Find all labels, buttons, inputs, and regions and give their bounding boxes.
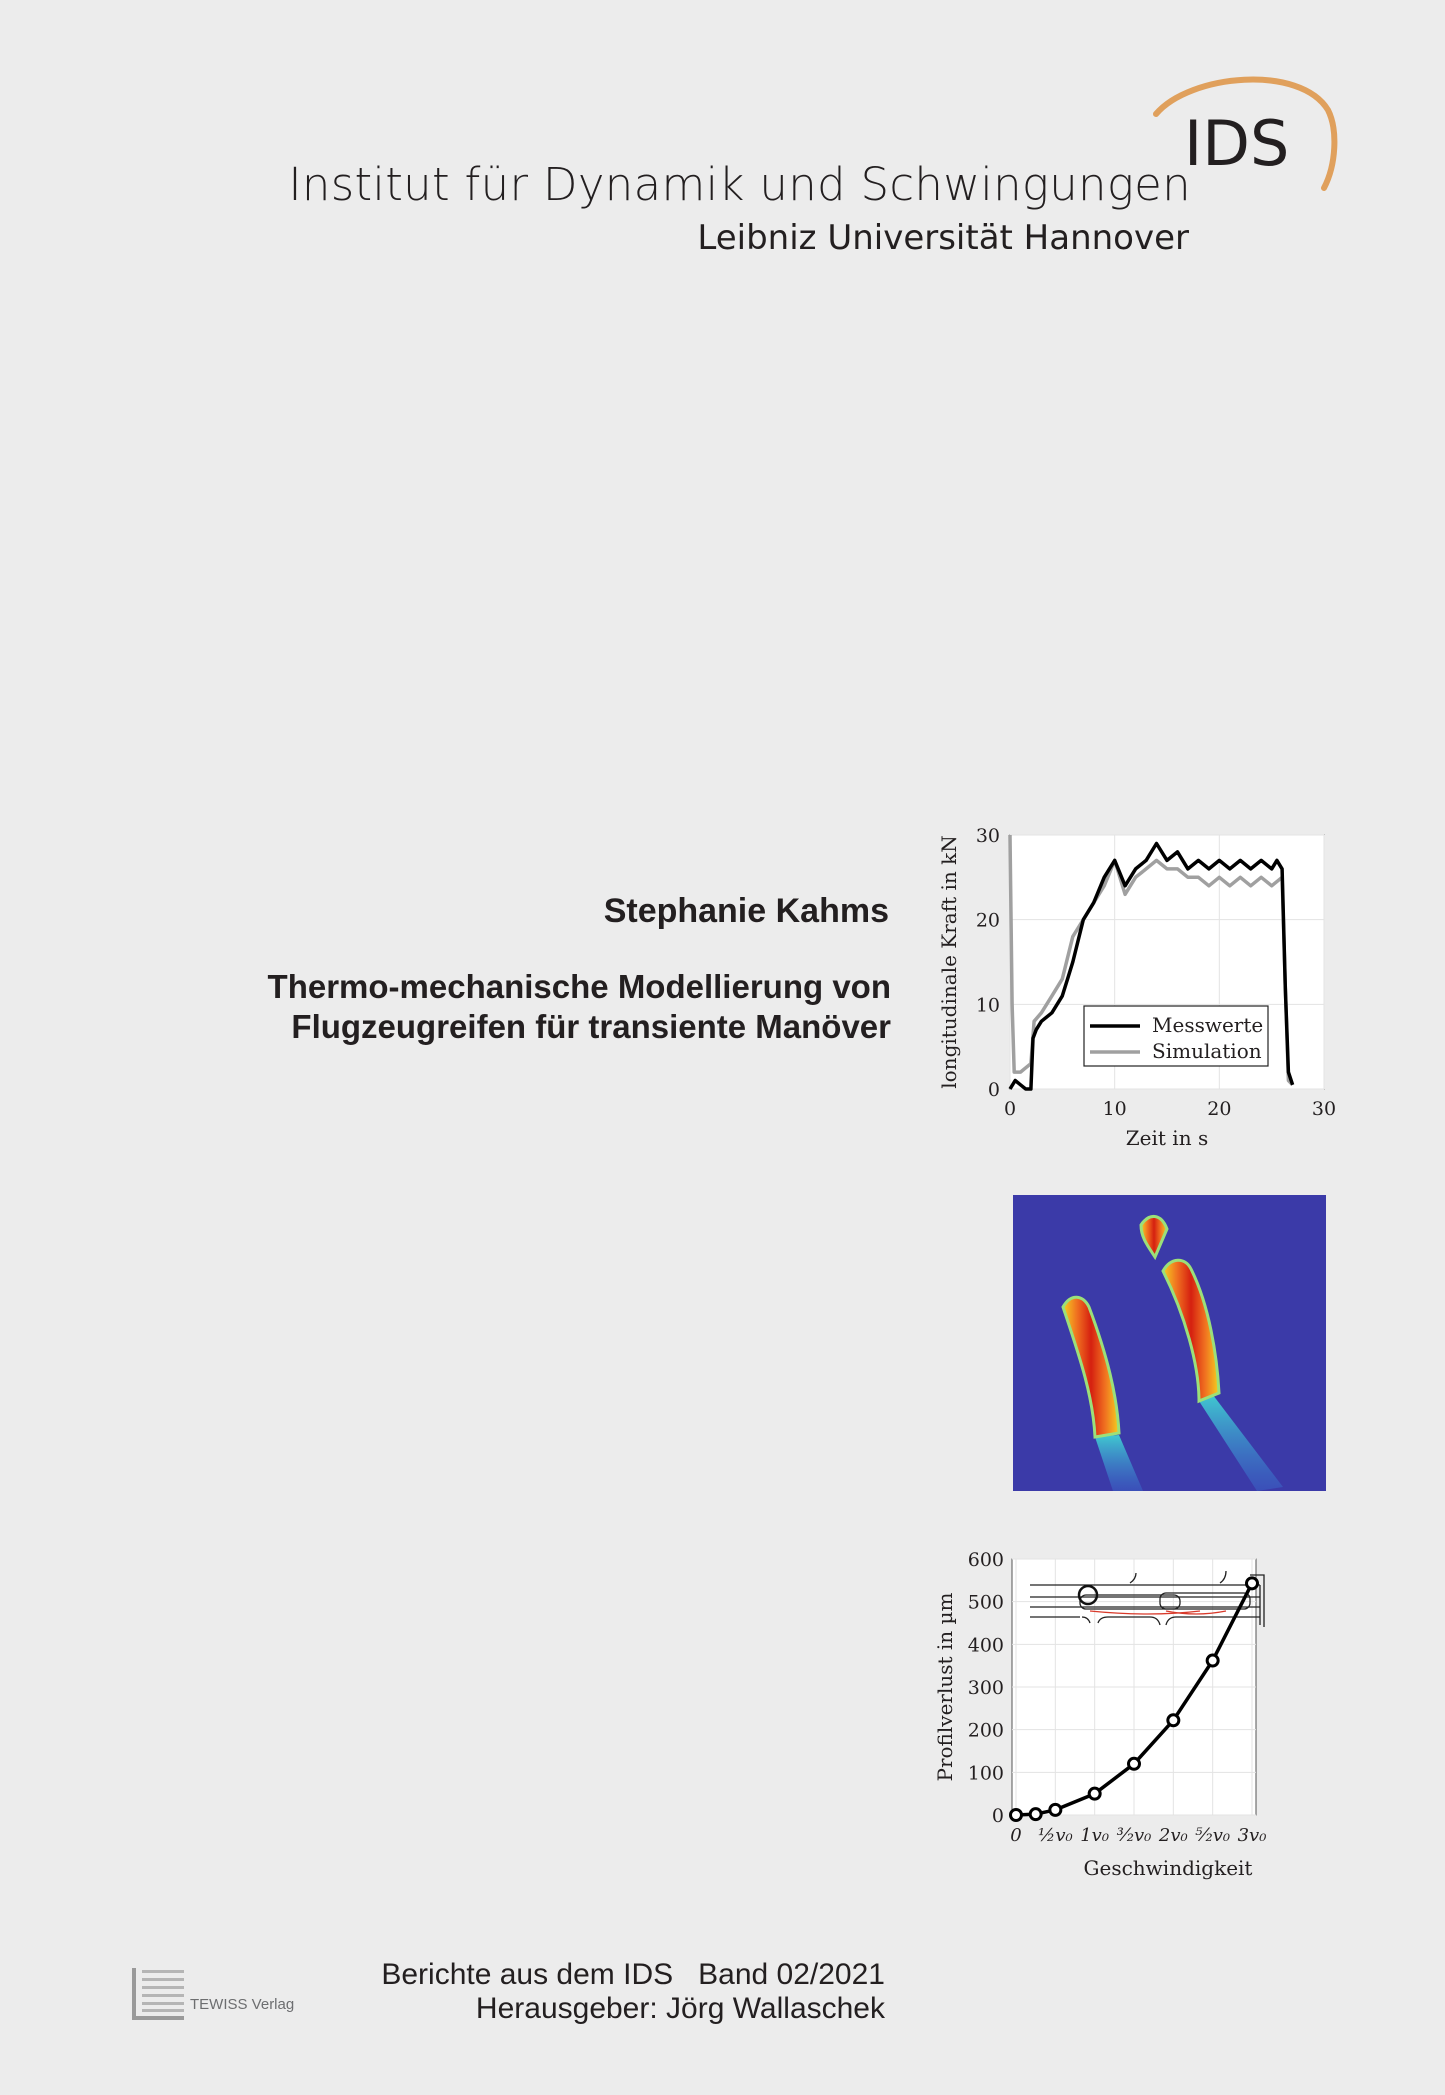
wear-point-7: [1247, 1578, 1258, 1589]
force-ylabel: longitudinale Kraft in kN: [937, 835, 961, 1089]
tewiss-logo: [130, 1966, 186, 2022]
wear-point-2: [1050, 1804, 1061, 1815]
xtick-label-1: 10: [1102, 1098, 1127, 1120]
ytick-label-3: 300: [967, 1677, 1004, 1699]
thermal-tire-image: [1013, 1195, 1326, 1491]
xtick-label-0: 0: [1010, 1825, 1022, 1846]
xtick-label-4: 2v₀: [1158, 1825, 1188, 1846]
force-xlabel: Zeit in s: [1125, 1126, 1209, 1150]
editor: Herausgeber: Jörg Wallaschek: [475, 1992, 885, 2025]
wear-point-4: [1129, 1758, 1140, 1769]
xtick-label-1: ½v₀: [1037, 1825, 1073, 1846]
ytick-label-0: 0: [991, 1805, 1004, 1827]
ytick-label-2: 20: [975, 909, 1000, 932]
wear-point-5: [1168, 1715, 1179, 1726]
author-name: Stephanie Kahms: [603, 892, 889, 930]
ytick-label-2: 200: [967, 1719, 1004, 1742]
wear-point-1: [1030, 1809, 1041, 1820]
ytick-label-1: 10: [975, 994, 1000, 1017]
xtick-label-6: 3v₀: [1237, 1825, 1267, 1846]
ytick-label-6: 600: [967, 1549, 1004, 1571]
ytick-label-4: 400: [967, 1634, 1004, 1657]
ytick-label-3: 30: [975, 825, 1000, 847]
xtick-label-3: ³⁄₂v₀: [1116, 1825, 1152, 1846]
wear-ylabel: Profilverlust in µm: [933, 1592, 957, 1782]
force-chart: [930, 820, 1350, 1160]
ytick-label-0: 0: [987, 1079, 1000, 1101]
xtick-label-2: 1v₀: [1080, 1825, 1110, 1846]
legend-label-messwerte: Messwerte: [1152, 1013, 1264, 1037]
wear-chart: [930, 1545, 1350, 1890]
wear-xlabel: Geschwindigkeit: [1083, 1856, 1253, 1880]
xtick-label-5: ⁵⁄₂v₀: [1195, 1825, 1231, 1846]
force-legend: [1084, 1006, 1268, 1066]
book-title: [268, 967, 891, 1047]
xtick-label-0: 0: [1003, 1098, 1017, 1120]
wear-point-3: [1089, 1788, 1100, 1799]
series-info: [381, 1958, 885, 2026]
legend-label-simulation: Simulation: [1152, 1039, 1262, 1063]
title-line-2: Flugzeugreifen für transiente Manöver: [291, 1008, 891, 1045]
ytick-label-1: 100: [967, 1762, 1004, 1785]
ytick-label-5: 500: [967, 1591, 1004, 1614]
wear-point-6: [1207, 1655, 1218, 1666]
series-band: Berichte aus dem IDS Band 02/2021: [381, 1958, 885, 1991]
university-name: Leibniz Universität Hannover: [697, 218, 1189, 258]
xtick-label-3: 30: [1311, 1098, 1337, 1120]
institute-name: Institut für Dynamik und Schwingungen: [288, 158, 1191, 211]
logo-text: IDS: [1184, 107, 1290, 180]
publisher-name: TEWISS Verlag: [190, 1996, 295, 2013]
xtick-label-2: 20: [1207, 1098, 1232, 1120]
thermal-background: [1013, 1195, 1326, 1491]
title-line-1: Thermo-mechanische Modellierung von: [267, 968, 891, 1005]
wear-point-0: [1011, 1810, 1022, 1821]
